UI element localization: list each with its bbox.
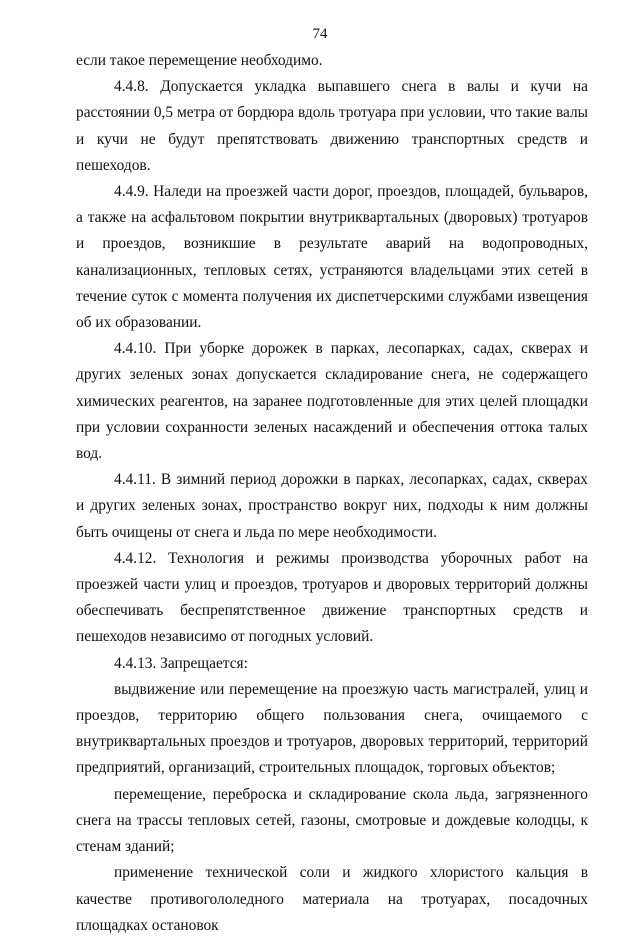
paragraph-continuation: если такое перемещение необходимо. [76,52,323,69]
prohibition-item-2: перемещение, переброска и складирование скола льда, загрязненного снега на трассы тепловых сетей, газоны, смотровые и дождевые колодцы, к стенам зданий; [76,785,588,856]
paragraph-4-4-12: 4.4.12. Технология и режимы производства уборочных работ на проезжей части улиц и проездов, тротуаров и дворовых территорий должны обеспечивать беспрепятственное движение транспортных средств и пешеходов независимо от погодных условий. [76,549,588,646]
paragraph-4-4-11: 4.4.11. В зимний период дорожки в парках, лесопарках, садах, скверах и других зеленых зонах, пространство вокруг них, подходы к ним должны быть очищены от снега и льда по мере необходимости. [76,471,588,541]
paragraph-4-4-8: 4.4.8. Допускается укладка выпавшего снега в валы и кучи на расстоянии 0,5 метра от бордюра вдоль тротуара при условии, что такие валы и кучи не будут препятствовать движению транспортных средств и пешеходов. [76,78,588,174]
prohibition-item-1: выдвижение или перемещение на проезжую часть магистралей, улиц и проездов, территорию общего пользования снега, очищаемого с внутриквартальных проездов и тротуаров, дворовых территорий, территорий предприятий, организаций, строительных площадок, торговых объектов; [76,680,588,777]
prohibition-item-3: применение технической соли и жидкого хлористого кальция в качестве противогололедного материала на тротуарах, посадочных площадках остановок [76,864,588,934]
paragraph-4-4-13: 4.4.13. Запрещается: [114,654,248,672]
document-body [76,48,588,939]
page-number: 74 [312,26,328,42]
paragraph-4-4-9: 4.4.9. Наледи на проезжей части дорог, проездов, площадей, бульваров, а также на асфальтовом покрытии внутриквартальных (дворовых) тротуаров и проездов, возникшие в результате аварий на водопроводных, канализационных, тепловых сетях, устраняются владельцами этих сетей в течение суток с момента получения их диспетчерскими службами извещения об их образовании. [76,183,588,332]
paragraph-4-4-10: 4.4.10. При уборке дорожек в парках, лесопарках, садах, скверах и других зеленых зонах допускается складирование снега, не содержащего химических реагентов, на заранее подготовленные для этих целей площадки при условии сохранности зеленых насаждений и обеспечения оттока талых вод. [76,340,588,463]
